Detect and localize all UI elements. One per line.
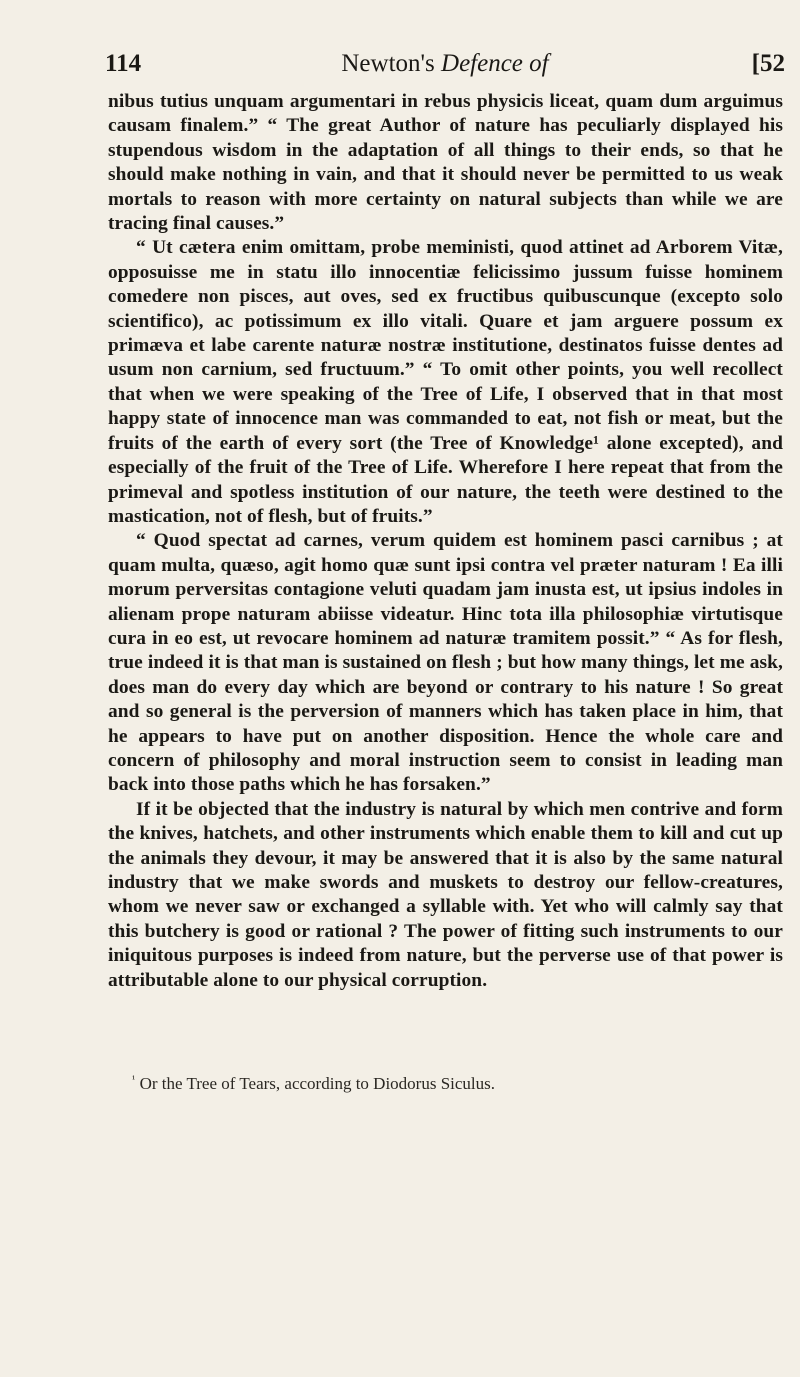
running-head-italic: Defence of (441, 50, 549, 77)
paragraph-1: nibus tutius unquam argumentari in rebus physicis liceat, quam dum arguimus causam finalem.” “ The great Author of nature has peculiarly displayed his stupendous wisdom in the adaptation of all things to their ends, so that he should make nothing in vain, and that it should never be permitted to us weak mortals to reason with more certainty on natural subjects than while we are tracing final causes.” (108, 91, 783, 235)
footnote (132, 1073, 782, 1095)
paragraph-2: “ Ut cætera enim omittam, probe meministi, quod attinet ad Arborem Vitæ, opposuisse me in statu illo innocentiæ felicissimo jussum fuisse hominem comedere non pisces, aut oves, sed ex fructibus quibuscunque (excepto solo scientifico), ac potissimum ex illo vitali. Quare et jam arguere possum ex primæva et labe carente naturæ nostræ institutione, destinatos fuisse dentes ad usum non carnium, sed fructuum.” “ To omit other points, you well recollect that when we were speaking of the Tree of Life, I observed that in that most happy state of innocence man was commanded to eat, not fish or meat, but the fruits of the earth of every sort (the Tree of Knowledge¹ alone excepted), and especially of the fruit of the Tree of Life. Wherefore I here repeat that from the primeval and spotless institution of our nature, the teeth were destined to the mastication, not of flesh, but of fruits.” (108, 237, 783, 527)
running-head-prefix: Newton's (341, 50, 435, 77)
footnote-marker: ¹ (132, 1073, 136, 1086)
page-header (105, 46, 785, 82)
paragraph-4: If it be objected that the industry is natural by which men contrive and form the knives, hatchets, and other instruments which enable them to kill and cut up the animals they devour, it may be answered that it is also by the same natural industry that we make swords and muskets to destroy our fellow-creatures, whom we never saw or exchanged a syllable with. Yet who will calmly say that this butchery is good or rational ? The power of fitting such instruments to our iniquitous purposes is indeed from nature, but the perverse use of that power is attributable alone to our physical corruption. (108, 798, 783, 991)
running-head (105, 46, 785, 82)
body-text (108, 90, 783, 993)
footnote-text: Or the Tree of Tears, according to Diodorus Siculus. (139, 1074, 496, 1093)
signature-mark: [52 (751, 50, 785, 77)
paragraph-3: “ Quod spectat ad carnes, verum quidem est hominem pasci carnibus ; at quam multa, quæso, agit homo quæ sunt ipsi contra vel præter naturam ! Ea illi morum perversitas contagione veluti quadam jam inusta est, ut ipsius indoles in alienam prope naturam abiisse videatur. Hinc tota illa philosophiæ virtutisque cura in eo est, ut revocare hominem ad naturæ tramitem possit.” “ As for flesh, true indeed it is that man is sustained on flesh ; but how many things, let me ask, does man do every day which are beyond or contrary to his nature ! So great and so general is the perversion of manners which has taken place in him, that he appears to have put on another disposition. Hence the whole care and concern of philosophy and moral instruction seem to consist in leading man back into those paths which he has forsaken.” (108, 530, 783, 796)
page-number: 114 (105, 50, 142, 77)
